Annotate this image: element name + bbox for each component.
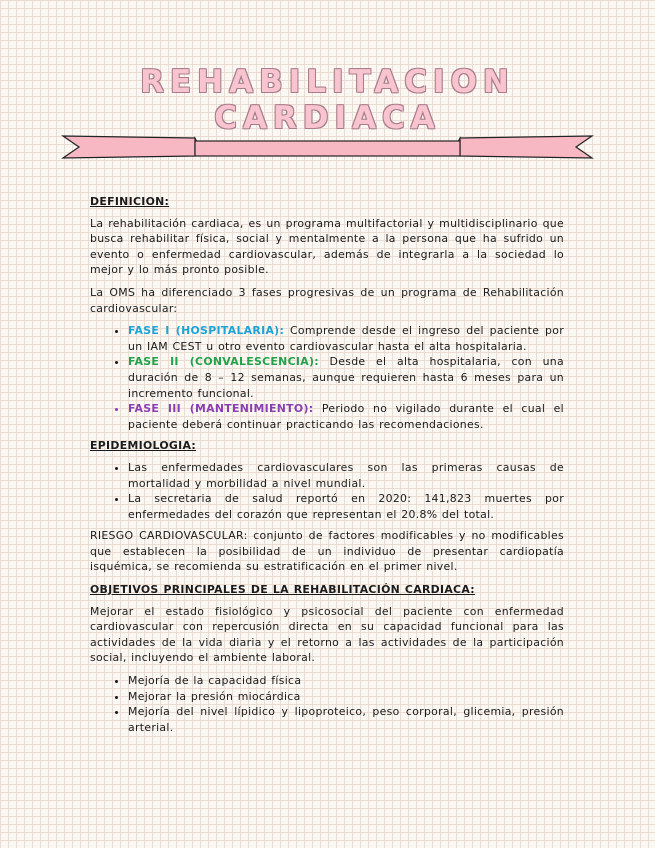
fase-2-label: FASE II (CONVALESCENCIA): bbox=[128, 355, 319, 369]
objetivos-list bbox=[90, 673, 564, 735]
ribbon-right-tail bbox=[460, 136, 592, 158]
objetivo-item: • Mejoría de la capacidad física bbox=[128, 673, 564, 689]
fase-1-item bbox=[128, 323, 564, 354]
objetivo-item: • Mejorar la presión miocárdica bbox=[128, 689, 564, 705]
fase-2-text: Desde el alta hospitalaria, con una duración de 8 – 12 semanas, aunque requieren hasta 6 meses para un incremento funcional. bbox=[128, 355, 564, 400]
title-ribbon bbox=[55, 132, 600, 162]
epidemiologia-item: • La secretaria de salud reportó en 2020: 141,823 muertes por enfermedades del corazón que representan el 20.8% del total. bbox=[128, 491, 564, 522]
objetivos-heading: OBJETIVOS PRINCIPALES DE LA REHABILITACIÓN CARDIACA: bbox=[90, 583, 475, 597]
objetivo-item: • Mejoría del nivel lípidico y lipoproteico, peso corporal, glicemia, presión arterial. bbox=[128, 704, 564, 735]
fase-2-item bbox=[128, 354, 564, 401]
document-body bbox=[90, 194, 564, 741]
fase-3-label: FASE III (MANTENIMIENTO): bbox=[128, 402, 314, 416]
ribbon-band bbox=[195, 141, 460, 156]
oms-paragraph: La OMS ha diferenciado 3 fases progresivas de un programa de Rehabilitación cardiovascular: bbox=[90, 285, 564, 315]
fase-1-label: FASE I (HOSPITALARIA): bbox=[128, 324, 285, 338]
epidemiologia-list bbox=[90, 460, 564, 522]
fase-3-item bbox=[128, 401, 564, 432]
epidemiologia-heading: EPIDEMIOLOGIA: bbox=[90, 439, 197, 453]
epidemiologia-item: • Las enfermedades cardiovasculares son las primeras causas de mortalidad y morbilidad a nivel mundial. bbox=[128, 460, 564, 491]
title-line-1: REHABILITACION bbox=[140, 64, 515, 100]
riesgo-paragraph: RIESGO CARDIOVASCULAR: conjunto de factores modificables y no modificables que establecen la posibilidad de un individuo de presentar cardiopatía isquémica, se recomienda su estratificación en el primer nivel. bbox=[90, 529, 564, 574]
objetivos-paragraph: Mejorar el estado fisiológico y psicosocial del paciente con enfermedad cardiovascular con repercusión directa en su capacidad funcional para las actividades de la vida diaria y el retorno a las actividades de la participación social, incluyendo el ambiente laboral. bbox=[90, 604, 564, 665]
title-line-2: CARDIACA bbox=[214, 100, 441, 136]
definicion-paragraph: La rehabilitación cardiaca, es un programa multifactorial y multidisciplinario que busca rehabilitar física, social y mentalmente a la persona que ha sufrido un evento o enfermedad cardiovascular, además de integrarla a la sociedad lo mejor y lo más pronto posible. bbox=[90, 216, 564, 277]
ribbon-left-tail bbox=[63, 136, 195, 158]
fases-list bbox=[90, 323, 564, 432]
fase-1-text: Comprende desde el ingreso del paciente por un IAM CEST u otro evento cardiovascular hasta el alta hospitalaria. bbox=[128, 324, 565, 353]
fase-3-text: Periodo no vigilado durante el cual el paciente deberá continuar practicando las recomendaciones. bbox=[128, 402, 564, 431]
definicion-heading: DEFINICION: bbox=[90, 195, 170, 208]
